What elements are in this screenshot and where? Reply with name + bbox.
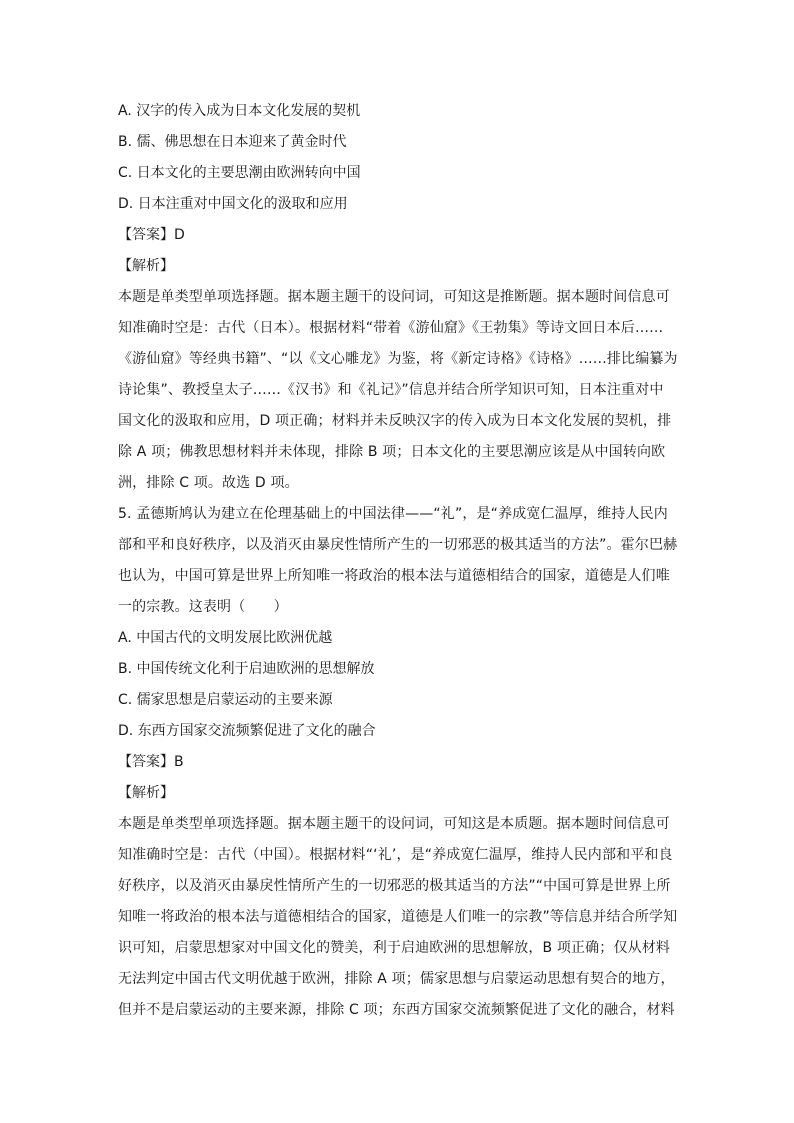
q5-stem-line: 也认为，中国可算是世界上所知唯一将政治的根本法与道德相结合的国家，道德是人们唯 <box>118 568 670 584</box>
q4-analysis-line: 洲，排除 C 项。故选 D 项。 <box>118 475 299 491</box>
q5-analysis-line: 识可知，启蒙思想家对中国文化的赞美，利于启迪欧洲的思想解放，B 项正确；仅从材料 <box>118 940 671 956</box>
q5-analysis-line: 知准确时空是：古代（中国）。根据材料“‘礼’，是“养成宽仁温厚，维持人民内部和平和良 <box>118 847 673 863</box>
q5-analysis <box>118 809 678 1026</box>
q4-option-d: D. 日本注重对中国文化的汲取和应用 <box>118 196 348 212</box>
q4-analysis-line: 诗论集”、教授皇太子……《汉书》和《礼记》”信息并结合所学知识可知，日本注重对中 <box>118 382 664 398</box>
q5-option-c: C. 儒家思想是启蒙运动的主要来源 <box>118 692 333 708</box>
q4-analysis-label: 【解析】 <box>118 258 174 274</box>
q5-analysis-line: 但并不是启蒙运动的主要来源，排除 C 项；东西方国家交流频繁促进了文化的融合，材料 <box>118 1002 675 1018</box>
q5-stem-line: 部和平和良好秩序，以及消灭由暴戾性情所产生的一切邪恶的极其适当的方法”。霍尔巴赫 <box>118 537 678 553</box>
q5-analysis-line: 本题是单类型单项选择题。据本题主题干的设问词，可知这是本质题。据本题时间信息可 <box>118 816 670 832</box>
q4-answer: 【答案】D <box>118 227 185 243</box>
q4-analysis-line: 《游仙窟》等经典书籍”、“以《文心雕龙》为鉴，将《新定诗格》《诗格》……排比编纂为 <box>118 351 678 367</box>
q5-option-a: A. 中国古代的文明发展比欧洲优越 <box>118 630 333 646</box>
q4-analysis-line: 国文化的汲取和应用，D 项正确；材料并未反映汉字的传入成为日本文化发展的契机，排 <box>118 413 672 429</box>
q5-stem <box>118 499 678 623</box>
q5-analysis-label: 【解析】 <box>118 785 174 801</box>
q5-option-d: D. 东西方国家交流频繁促进了文化的融合 <box>118 723 376 739</box>
q4-analysis <box>118 282 678 499</box>
q4-analysis-line: 知准确时空是：古代（日本）。根据材料“带着《游仙窟》《王勃集》等诗文回日本后…… <box>118 320 664 336</box>
q4-analysis-line: 本题是单类型单项选择题。据本题主题干的设问词，可知这是推断题。据本题时间信息可 <box>118 289 670 305</box>
q4-option-c: C. 日本文化的主要思潮由欧洲转向中国 <box>118 165 361 181</box>
q4-option-b: B. 儒、佛思想在日本迎来了黄金时代 <box>118 134 347 150</box>
q5-analysis-line: 知唯一将政治的根本法与道德相结合的国家，道德是人们唯一的宗教”等信息并结合所学知 <box>118 909 678 925</box>
q5-option-b: B. 中国传统文化利于启迪欧洲的思想解放 <box>118 661 375 677</box>
document-page <box>118 96 678 1026</box>
q4-analysis-line: 除 A 项；佛教思想材料并未体现，排除 B 项；日本文化的主要思潮应该是从中国转向欧 <box>118 444 666 460</box>
q5-analysis-line: 无法判定中国古代文明优越于欧洲，排除 A 项；儒家思想与启蒙运动思想有契合的地方， <box>118 971 675 987</box>
q5-stem-line: 一的宗教。这表明（ ） <box>118 599 288 615</box>
q4-option-a: A. 汉字的传入成为日本文化发展的契机 <box>118 103 361 119</box>
q5-analysis-line: 好秩序，以及消灭由暴戾性情所产生的一切邪恶的极其适当的方法”“中国可算是世界上所 <box>118 878 671 894</box>
q5-stem-line: 5. 孟德斯鸠认为建立在伦理基础上的中国法律——“礼”，是“养成宽仁温厚，维持人民内 <box>118 506 668 522</box>
q5-answer: 【答案】B <box>118 754 184 770</box>
